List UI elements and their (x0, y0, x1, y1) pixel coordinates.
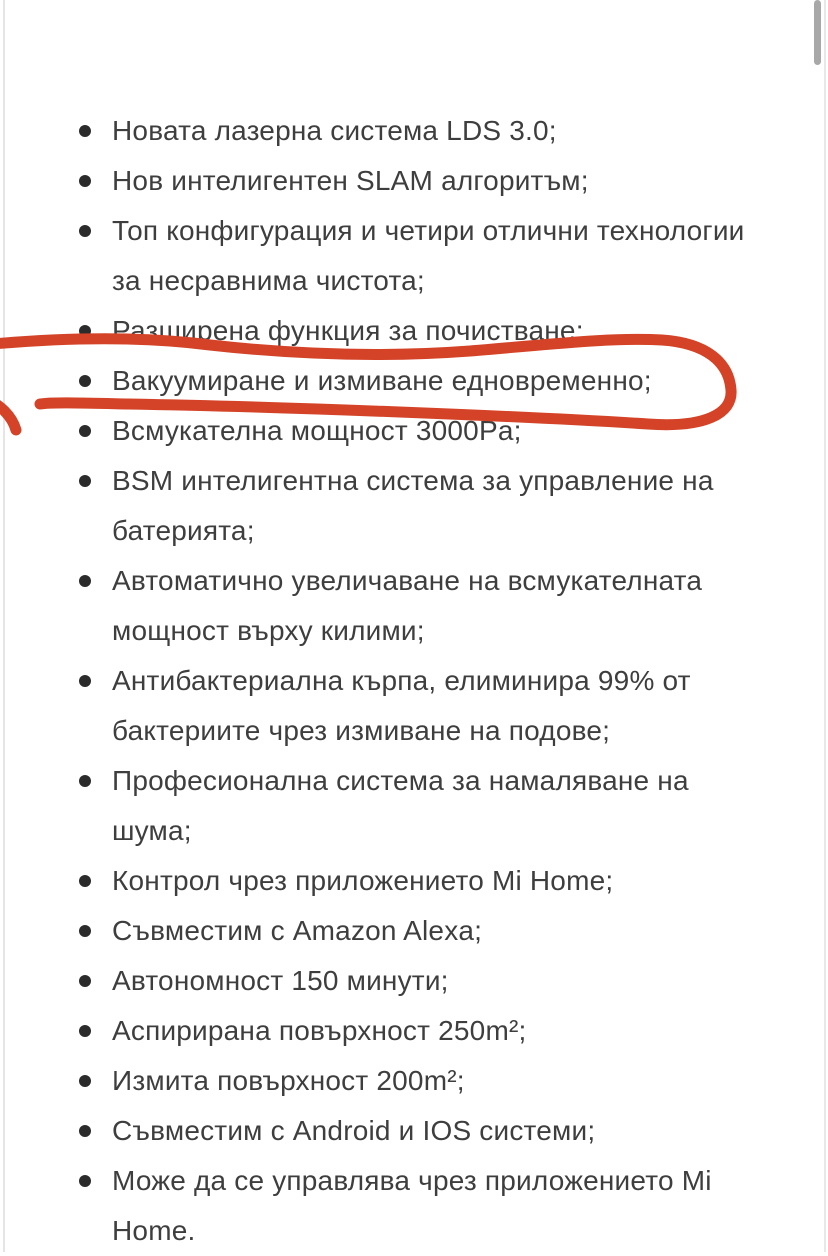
list-item: Съвместим с Android и IOS системи; (112, 1106, 802, 1156)
list-item: Разширена функция за почистване; (112, 306, 802, 356)
list-item: Контрол чрез приложението Mi Home; (112, 856, 802, 906)
page-right-border (824, 0, 826, 1252)
list-item: Новата лазерна система LDS 3.0; (112, 106, 802, 156)
scrollbar-thumb[interactable] (814, 0, 821, 65)
list-item: Измита повърхност 200m²; (112, 1056, 802, 1106)
list-item: Автономност 150 минути; (112, 956, 802, 1006)
list-item: Професионална система за намаляване на шума; (112, 756, 802, 856)
list-item: Автоматично увеличаване на всмукателната мощност върху килими; (112, 556, 802, 656)
list-item: Нов интелигентен SLAM алгоритъм; (112, 156, 802, 206)
list-item: Топ конфигурация и четири отлични технологии за несравнима чистота; (112, 206, 802, 306)
list-item: Може да се управлява чрез приложението Mi Home. (112, 1156, 802, 1256)
list-item: Антибактериална кърпа, елиминира 99% от бактериите чрез измиване на подове; (112, 656, 802, 756)
list-item: Съвместим с Amazon Alexa; (112, 906, 802, 956)
list-item: Всмукателна мощност 3000Pa; (112, 406, 802, 456)
features-list (112, 106, 802, 1256)
list-item-highlighted: Вакуумиране и измиване едновременно; (112, 356, 802, 406)
list-item: BSM интелигентна система за управление на батерията; (112, 456, 802, 556)
list-item: Аспирирана повърхност 250m²; (112, 1006, 802, 1056)
page-left-border (3, 0, 5, 1252)
